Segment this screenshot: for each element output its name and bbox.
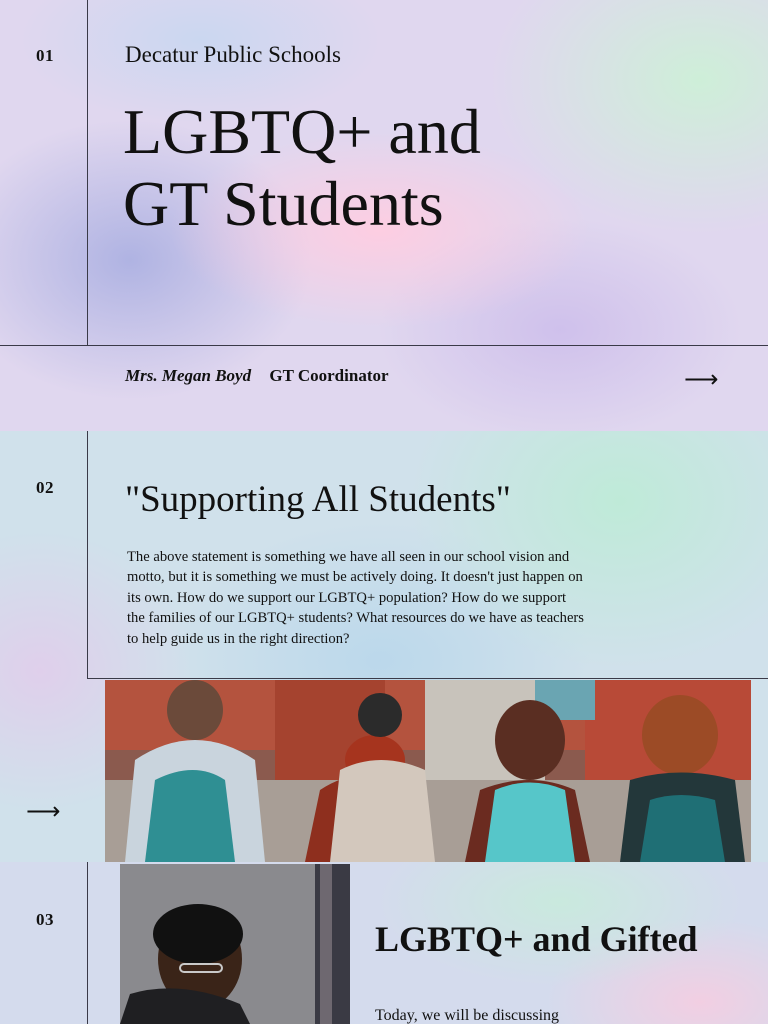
presenter-role: GT Coordinator bbox=[269, 366, 389, 385]
slide-divider-horizontal bbox=[0, 345, 768, 346]
slide-number: 02 bbox=[36, 478, 54, 497]
title-line-1: LGBTQ+ and bbox=[123, 96, 481, 167]
slide-divider-vertical bbox=[87, 431, 88, 679]
body-text: Today, we will be discussing bbox=[375, 1007, 560, 1024]
slide-number: 01 bbox=[36, 46, 54, 65]
presenter-info bbox=[125, 366, 389, 386]
slide-divider-horizontal bbox=[87, 678, 768, 679]
slide-divider-vertical bbox=[87, 862, 88, 1024]
arrow-right-icon[interactable]: ⟶ bbox=[684, 365, 719, 393]
section-title: LGBTQ+ and Gifted bbox=[375, 919, 698, 959]
body-text: The above statement is something we have all seen in our school vision and motto, but it is something we must be actively doing. It doesn't just happen on its own. How do we support our LGBTQ+ population? How do we support the families of our LGBTQ+ students? What resources do we have as teachers to help guide us in the right direction? bbox=[127, 549, 584, 647]
student-portrait-photo bbox=[120, 864, 350, 1024]
slide-1 bbox=[0, 0, 768, 431]
section-title: "Supporting All Students" bbox=[125, 479, 511, 520]
students-walking-photo bbox=[105, 680, 751, 862]
page-title bbox=[123, 96, 481, 240]
presenter-name: Mrs. Megan Boyd bbox=[125, 366, 252, 385]
slide-number: 03 bbox=[36, 910, 54, 929]
slide-divider-vertical bbox=[87, 0, 88, 345]
arrow-right-icon[interactable]: ⟶ bbox=[26, 797, 61, 825]
title-line-2: GT Students bbox=[123, 168, 444, 239]
organization-name: Decatur Public Schools bbox=[125, 42, 341, 67]
